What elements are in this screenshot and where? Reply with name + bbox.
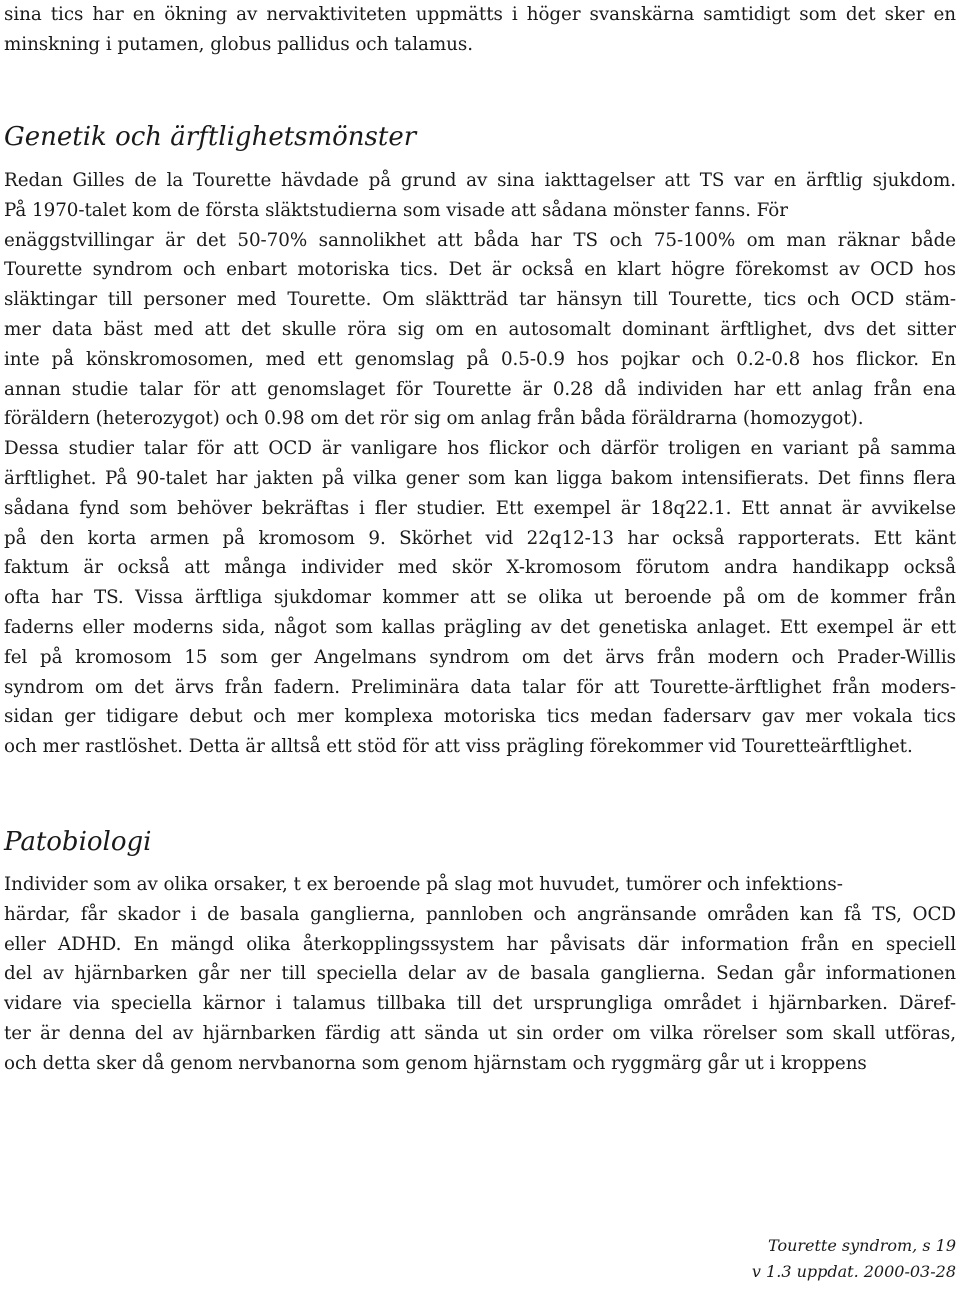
paragraph-line: Individer som av olika orsaker, t ex beroende på slag mot huvudet, tumörer och infektions-: [4, 874, 843, 895]
section-heading-genetik: Genetik och ärftlighetsmönster: [4, 122, 417, 152]
intro-paragraph: [4, 0, 956, 60]
paragraph-line: Redan Gilles de la Tourette hävdade på grund av sina iakttagelser att TS var en ärftlig sjukdom.: [4, 170, 956, 191]
paragraph-line: ter är denna del av hjärnbarken färdig att sända ut sin order om vilka rörelser som skall utföras,: [4, 1022, 956, 1044]
paragraph-line: minskning i putamen, globus pallidus och talamus.: [4, 33, 473, 55]
footer-title: Tourette syndrom, s 19: [768, 1236, 956, 1255]
paragraph-line: mer data bäst med att det skulle röra sig om en autosomalt dominant ärftlighet, dvs det sitter: [4, 318, 956, 340]
paragraph-line: eller ADHD. En mängd olika återkopplingssystem har påvisats där information från en speciell: [4, 933, 956, 955]
paragraph-line: del av hjärnbarken går ner till speciella delar av de basala ganglierna. Sedan går informationen: [4, 963, 956, 985]
paragraph-line: sidan ger tidigare debut och mer komplexa motoriska tics medan fadersarv gav mer vokala tics: [4, 706, 956, 728]
paragraph-line: faktum är också att många individer med skör X-kromosom förutom andra handikapp också: [4, 557, 956, 579]
paragraph-line: Dessa studier talar för att OCD är vanligare hos flickor och därför troligen en variant på samma: [4, 438, 956, 460]
paragraph-line: släktingar till personer med Tourette. Om släktträd tar hänsyn till Tourette, tics och OCD stäm-: [4, 289, 956, 311]
paragraph-line: Tourette syndrom och enbart motoriska tics. Det är också en klart högre förekomst av OCD hos: [4, 259, 956, 281]
paragraph-line: På 1970-talet kom de första släktstudierna som visade att sådana mönster fanns. För: [4, 199, 788, 221]
paragraph-line: annan studie talar för att genomslaget för Tourette är 0.28 då individen har ett anlag från ena: [4, 378, 956, 400]
paragraph-line: syndrom om det ärvs från fadern. Preliminära data talar för att Tourette-ärftlighet från moders-: [4, 676, 956, 698]
paragraph-line: faderns eller moderns sida, något som kallas prägling av det genetiska anlaget. Ett exempel är ett: [4, 616, 956, 638]
paragraph-line: vidare via speciella kärnor i talamus tillbaka till det ursprungliga området i hjärnbarken. Däref-: [4, 993, 956, 1015]
paragraph-line: fel på kromosom 15 som ger Angelmans syndrom om det ärvs från modern och Prader-Willis: [4, 646, 956, 668]
footer-version: v 1.3 uppdat. 2000-03-28: [751, 1262, 956, 1281]
paragraph-line: och detta sker då genom nervbanorna som genom hjärnstam och ryggmärg går ut i kroppens: [4, 1052, 867, 1074]
paragraph-line: sådana fynd som behöver bekräftas i fler studier. Ett exempel är 18q22.1. Ett annat är avvikelse: [4, 497, 956, 519]
genetik-paragraph: [4, 166, 956, 762]
paragraph-line: enäggstvillingar är det 50-70% sannolikhet att båda har TS och 75-100% om man räknar både: [4, 229, 956, 251]
paragraph-line: föräldern (heterozygot) och 0.98 om det rör sig om anlag från båda föräldrarna (homozygot).: [4, 408, 864, 430]
section-heading-patobiologi: Patobiologi: [4, 827, 152, 857]
paragraph-line: härdar, får skador i de basala ganglierna, pannloben och angränsande områden kan få TS, OCD: [4, 903, 956, 925]
patobiologi-paragraph: [4, 870, 956, 1079]
paragraph-line: ärftlighet. På 90-talet har jakten på vilka gener som kan ligga bakom intensifierats. Det finns flera: [4, 467, 956, 489]
paragraph-line: på den korta armen på kromosom 9. Skörhet vid 22q12-13 har också rapporterats. Ett känt: [4, 527, 956, 549]
paragraph-line: inte på könskromosomen, med ett genomslag på 0.5-0.9 hos pojkar och 0.2-0.8 hos flickor. En: [4, 348, 956, 370]
paragraph-line: ofta har TS. Vissa ärftliga sjukdomar kommer att se olika ut beroende på om de kommer från: [4, 587, 956, 609]
paragraph-line: sina tics har en ökning av nervaktiviteten uppmätts i höger svanskärna samtidigt som det sker en: [4, 4, 956, 25]
paragraph-line: och mer rastlöshet. Detta är alltså ett stöd för att viss prägling förekommer vid Touretteärftlighet.: [4, 736, 913, 758]
